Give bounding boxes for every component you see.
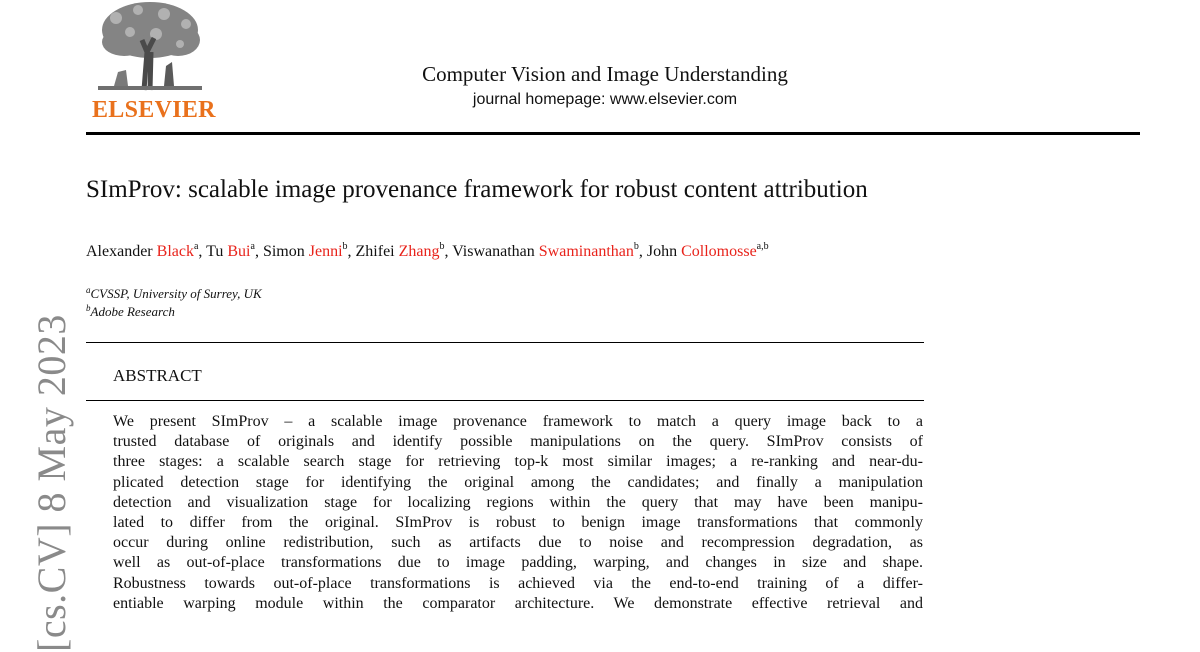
- journal-homepage[interactable]: journal homepage: www.elsevier.com: [472, 91, 738, 108]
- affiliation-mark: a: [86, 285, 91, 295]
- paper-title: SImProv: scalable image provenance framework for robust content attribution: [86, 176, 868, 203]
- author-link[interactable]: Jenni: [308, 243, 343, 260]
- abstract-line: well as out-of-place transformations due to image padding, warping, and changes in size and shape.: [113, 554, 923, 572]
- abstract-line: detection and visualization stage for localizing regions within the query that may have been manipu-: [113, 493, 923, 511]
- abstract-line: trusted database of originals and identify possible manipulations on the query. SImProv consists of: [113, 433, 923, 451]
- elsevier-logo: [86, 0, 214, 126]
- publisher-name: ELSEVIER: [92, 97, 216, 123]
- author-link[interactable]: Swaminanthan: [538, 243, 634, 260]
- abstract-line: occur during online redistribution, such as artifacts due to noise and recompression degradation, as: [113, 534, 923, 552]
- author-first: Viswanathan: [452, 243, 535, 260]
- author-first: Zhifei: [355, 243, 395, 260]
- abstract-line: lated to differ from the original. SImProv is robust to benign image transformations that commonly: [113, 514, 923, 532]
- author-affiliation-mark: a,b: [756, 241, 769, 252]
- affiliation-text: Adobe Research: [90, 304, 175, 319]
- abstract-body: [113, 412, 923, 614]
- author-first: Alexander: [86, 243, 153, 260]
- elsevier-tree-icon: [94, 0, 206, 92]
- section-rule: [86, 400, 924, 401]
- abstract-heading: ABSTRACT: [113, 366, 202, 385]
- author-first: John: [646, 243, 678, 260]
- author-link[interactable]: Collomosse: [681, 243, 757, 260]
- affiliation-mark: b: [86, 303, 91, 313]
- author-affiliation-mark: b: [342, 241, 348, 252]
- author-list: Alexander Black$^a$, Tu Bui$^a$, Simon Jenni$^b$, Zhifei Zhang$^b$, Viswanathan Swaminanthan$^b$, John Collomosse$^{a,b}$: [86, 241, 769, 260]
- affiliation-text: CVSSP, University of Surrey, UK: [90, 286, 262, 301]
- author-first: Simon: [262, 243, 305, 260]
- affiliation: [86, 304, 175, 320]
- journal-name: Computer Vision and Image Understanding: [422, 62, 788, 86]
- abstract-line: Robustness towards out-of-place transformations is achieved via the end-to-end training of a differ-: [113, 574, 923, 592]
- author-first: Tu: [206, 243, 224, 260]
- section-rule: [86, 342, 924, 343]
- header-rule: [86, 132, 1140, 135]
- abstract-line: entiable warping module within the comparator architecture. We demonstrate effective retrieval and: [113, 594, 923, 612]
- author-link[interactable]: Black: [156, 243, 194, 260]
- author-affiliation-mark: a: [250, 241, 255, 252]
- author-affiliation-mark: a: [193, 241, 199, 252]
- author-link[interactable]: Bui: [227, 243, 251, 260]
- abstract-line: We present SImProv – a scalable image provenance framework to match a query image back to a: [113, 413, 923, 430]
- arxiv-stamp: [cs.CV] 8 May 2023: [29, 314, 74, 652]
- author-link[interactable]: Zhang: [398, 243, 440, 260]
- author-affiliation-mark: b: [633, 241, 639, 252]
- abstract-line: plicated detection stage for identifying the original among the candidates; and finally a manipulation: [113, 473, 923, 491]
- author-affiliation-mark: b: [439, 241, 445, 252]
- affiliation: [86, 286, 262, 302]
- abstract-line: three stages: a scalable search stage for retrieving top-k most similar images; a re-ranking and near-du-: [113, 453, 923, 471]
